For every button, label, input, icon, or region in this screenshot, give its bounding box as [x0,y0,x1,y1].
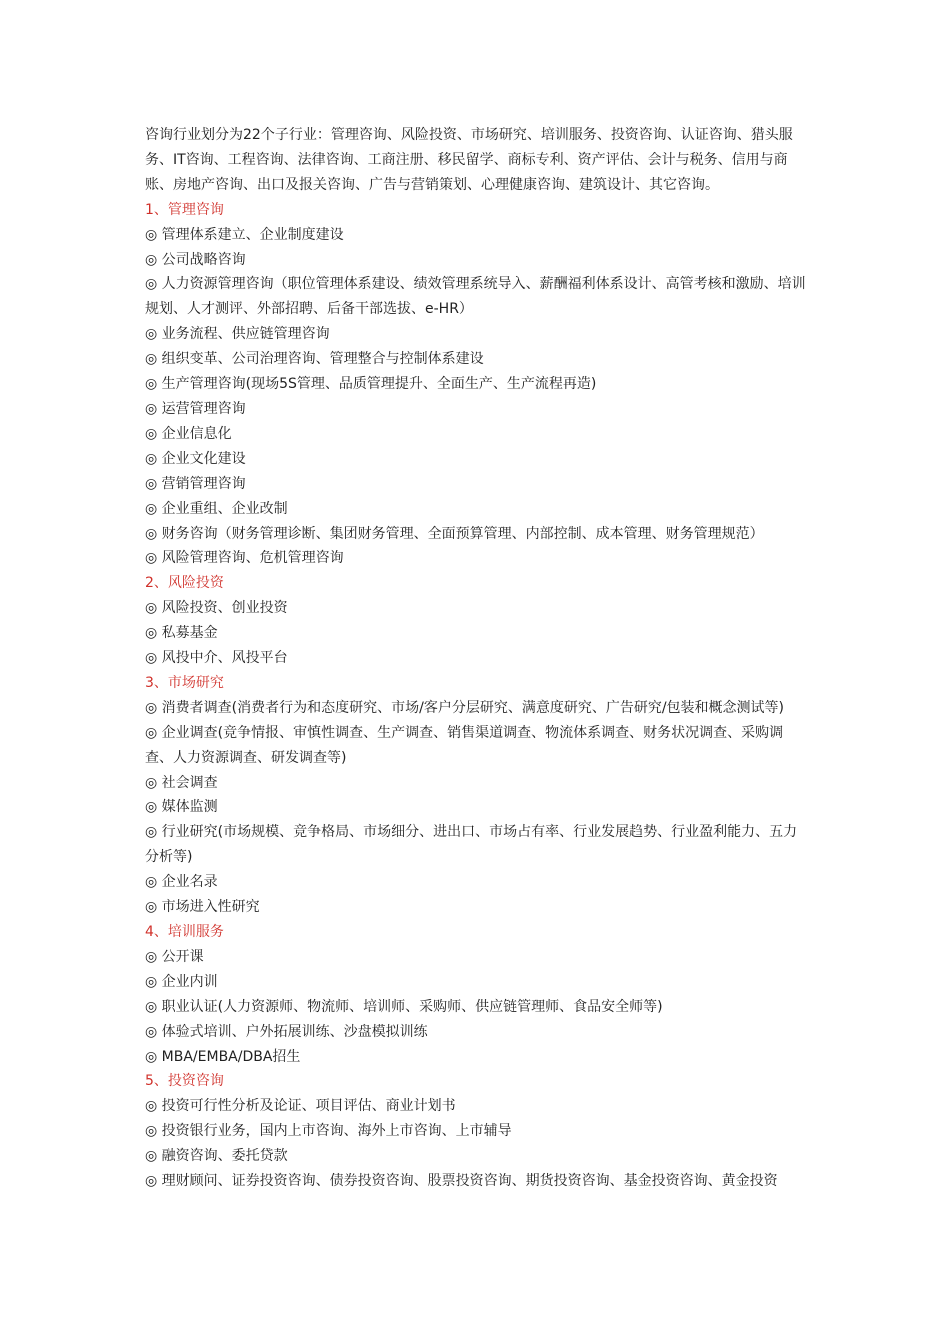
list-item: ◎ 企业文化建设 [145,450,246,467]
section-heading: 5、投资咨询 [145,1073,224,1090]
document-body [145,123,810,1194]
list-item: ◎ 融资咨询、委托贷款 [145,1148,288,1165]
section-1 [145,198,810,572]
list-item: ◎ 市场进入性研究 [145,899,260,916]
list-item: ◎ 社会调查 [145,774,218,791]
section-heading: 4、培训服务 [145,924,224,940]
list-item: ◎ 风险投资、创业投资 [145,600,288,617]
section-3 [145,671,810,920]
list-item: ◎ 企业重组、企业改制 [145,500,288,517]
list-item: ◎ 公开课 [145,948,204,965]
intro-paragraph: 咨询行业划分为22个子行业：管理咨询、风险投资、市场研究、培训服务、投资咨询、认证咨询、猎头服务、IT咨询、工程咨询、法律咨询、工商注册、移民留学、商标专利、资产评估、会计与税务、信用与商账、房地产咨询、出口及报关咨询、广告与营销策划、心理健康咨询、建筑设计、其它咨询。 [145,127,793,193]
list-item: ◎ 企业内训 [145,973,218,990]
list-item: ◎ 人力资源管理咨询（职位管理体系建设、绩效管理系统导入、薪酬福利体系设计、高管考核和激励、培训规划、人才测评、外部招聘、后备干部选拔、e-HR） [145,276,806,318]
list-item: ◎ MBA/EMBA/DBA招生 [145,1048,301,1065]
list-item: ◎ 消费者调查(消费者行为和态度研究、市场/客户分层研究、满意度研究、广告研究/包装和概念测试等) [145,699,785,716]
section-2 [145,571,810,671]
list-item: ◎ 体验式培训、户外拓展训练、沙盘模拟训练 [145,1023,428,1040]
list-item: ◎ 行业研究(市场规模、竞争格局、市场细分、进出口、市场占有率、行业发展趋势、行业盈利能力、五力分析等) [145,824,798,866]
list-item: ◎ 风投中介、风投平台 [145,650,288,667]
list-item: ◎ 企业调查(竞争情报、审慎性调查、生产调查、销售渠道调查、物流体系调查、财务状况调查、采购调查、人力资源调查、研发调查等) [145,724,784,766]
list-item: ◎ 运营管理咨询 [145,400,246,417]
list-item: ◎ 生产管理咨询(现场5S管理、品质管理提升、全面生产、生产流程再造) [145,376,597,393]
sections-container [145,198,810,1194]
list-item: ◎ 投资可行性分析及论证、项目评估、商业计划书 [145,1098,456,1115]
list-item: ◎ 投资银行业务，国内上市咨询、海外上市咨询、上市辅导 [145,1123,512,1140]
section-5 [145,1069,810,1194]
list-item: ◎ 理财顾问、证券投资咨询、债券投资咨询、股票投资咨询、期货投资咨询、基金投资咨询、黄金投资 [145,1173,778,1190]
list-item: ◎ 业务流程、供应链管理咨询 [145,326,330,343]
list-item: ◎ 财务咨询（财务管理诊断、集团财务管理、全面预算管理、内部控制、成本管理、财务管理规范） [145,525,764,542]
list-item: ◎ 企业信息化 [145,425,232,442]
list-item: ◎ 营销管理咨询 [145,475,246,492]
section-4 [145,920,810,1069]
section-heading: 2、风险投资 [145,575,224,592]
list-item: ◎ 私募基金 [145,625,218,642]
list-item: ◎ 职业认证(人力资源师、物流师、培训师、采购师、供应链管理师、食品安全师等) [145,998,663,1015]
list-item: ◎ 公司战略咨询 [145,251,246,268]
list-item: ◎ 企业名录 [145,874,218,891]
section-heading: 3、市场研究 [145,674,224,691]
list-item: ◎ 管理体系建立、企业制度建设 [145,226,344,243]
list-item: ◎ 风险管理咨询、危机管理咨询 [145,550,344,567]
list-item: ◎ 组织变革、公司治理咨询、管理整合与控制体系建设 [145,351,484,368]
list-item: ◎ 媒体监测 [145,799,218,816]
section-heading: 1、管理咨询 [145,201,224,218]
